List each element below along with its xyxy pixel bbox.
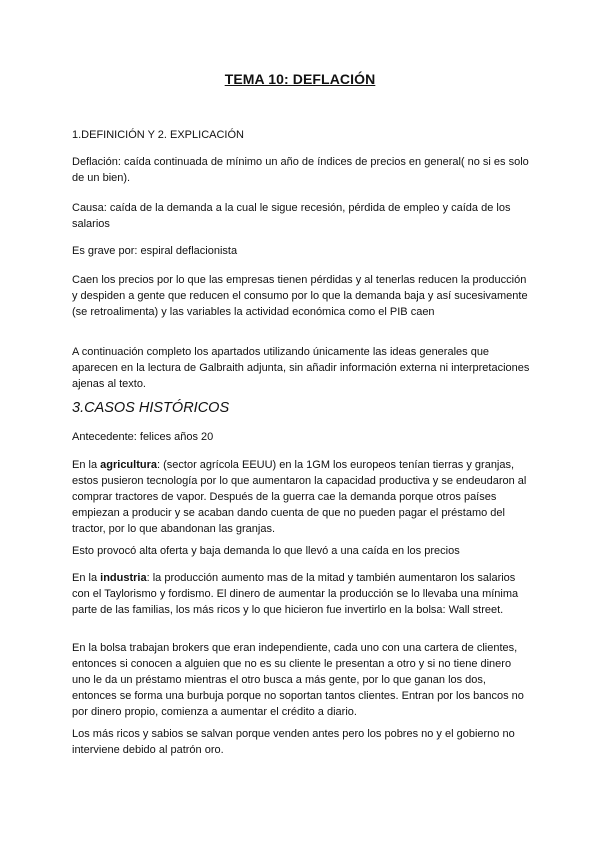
agricultura-prefix: En la [72, 459, 101, 471]
paragraph-agricultura [72, 457, 532, 537]
paragraph-definicion: Deflación: caída continuada de mínimo un año de índices de precios en general( no si es solo de un bien). [72, 156, 529, 184]
paragraph-ricos: Los más ricos y sabios se salvan porque venden antes pero los pobres no y el gobierno no interviene debido al patrón oro. [72, 728, 515, 756]
paragraph-grave: Es grave por: espiral deflacionista [72, 245, 238, 257]
paragraph-antecedente: Antecedente: felices años 20 [72, 431, 214, 443]
section-heading-casos: 3.CASOS HISTÓRICOS [72, 400, 230, 416]
agricultura-bold: agricultura [100, 459, 157, 471]
paragraph-intro: A continuación completo los apartados utilizando únicamente las ideas generales que aparecen en la lectura de Galbraith adjunta, sin añadir información externa ni interpretaciones ajenas al texto. [72, 346, 530, 390]
industria-bold: industria [100, 572, 147, 584]
document-title: TEMA 10: DEFLACIÓN [224, 71, 376, 87]
section-heading-definicion: 1.DEFINICIÓN Y 2. EXPLICACIÓN [72, 129, 244, 141]
industria-prefix: En la [72, 572, 101, 584]
paragraph-oferta: Esto provocó alta oferta y baja demanda lo que llevó a una caída en los precios [72, 545, 460, 557]
paragraph-bolsa: En la bolsa trabajan brokers que eran independiente, cada uno con una cartera de clientes, entonces si conocen a alguien que no es su cliente le presentan a otro y si no tiene dinero uno le da un préstamo mientras el otro busca a más gente, por lo que ganan los dos, entonces se forma una burbuja porque no soportan tantos clientes. Entran por los bancos no por dinero propio, comienza a aumentar el crédito a diario. [72, 642, 524, 718]
agricultura-text: : (sector agrícola EEUU) en la 1GM los europeos tenían tierras y granjas, estos pusieron tecnología por lo que aumentaron la capacidad productiva y se endeudaron al comprar tractores de vapor. Después de la guerra cae la demanda porque otros países empiezan a producir y se acaban dando cuenta de que no pueden pagar el préstamo del tractor, por lo que abandonan las granjas. [72, 459, 527, 535]
paragraph-industria [72, 570, 532, 618]
paragraph-causa: Causa: caída de la demanda a la cual le sigue recesión, pérdida de empleo y caída de los salarios [72, 202, 511, 230]
paragraph-precios: Caen los precios por lo que las empresas tienen pérdidas y al tenerlas reducen la producción y despiden a gente que reducen el consumo por lo que la demanda baja y así sucesivamente (se retroalimenta) y las variables la actividad económica como el PIB caen [72, 274, 528, 318]
industria-text: : la producción aumento mas de la mitad y también aumentaron los salarios con el Taylorismo y fordismo. El dinero de aumentar la producción se lo llevaba una mínima parte de las familias, los más ricos y lo que hicieron fue invertirlo en la bolsa: Wall street. [72, 572, 519, 616]
